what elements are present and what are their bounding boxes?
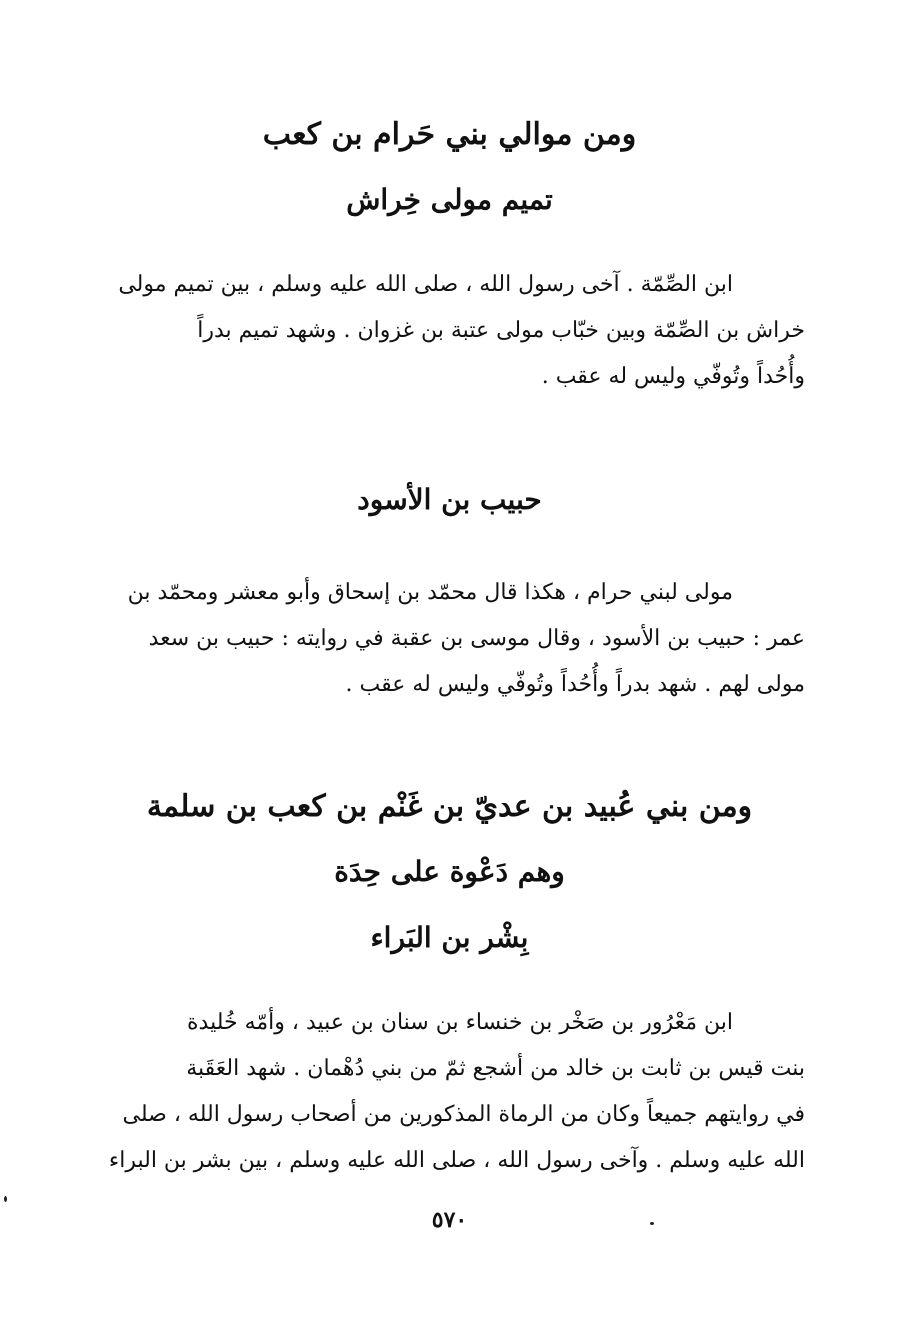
section-subheading: وهم دَعْوة على حِدَة xyxy=(334,855,565,888)
paragraph-line: الله عليه وسلم . وآخى رسول الله ، صلى الله عليه وسلم ، بين بشر بن البراء xyxy=(108,1148,805,1173)
paragraph-line: مولى لهم . شهد بدراً وأُحُداً وتُوفّي وليس له عقب . xyxy=(345,672,805,697)
entry-heading-tamim: تميم مولى خِراش xyxy=(346,183,553,216)
paragraph-line: مولى لبني حرام ، هكذا قال محمّد بن إسحاق وأبو معشر ومحمّد بن xyxy=(127,580,733,605)
entry-heading-habib: حبيب بن الأسود xyxy=(357,483,542,516)
scan-speck xyxy=(650,1222,654,1225)
paragraph-tamim xyxy=(100,262,805,400)
paragraph-line: ابن مَعْرُور بن صَخْر بن خنساء بن سنان بن عبيد ، وأمّه خُليدة xyxy=(187,1010,733,1035)
paragraph-line: بنت قيس بن ثابت بن خالد من أشجع ثمّ من بني دُهْمان . شهد العَقَبة xyxy=(186,1056,805,1081)
paragraph-line: خراش بن الصِّمّة وبين خبّاب مولى عتبة بن غزوان . وشهد تميم بدراً xyxy=(197,318,805,343)
paragraph-line: ابن الصِّمّة . آخى رسول الله ، صلى الله عليه وسلم ، بين تميم مولى xyxy=(118,272,733,297)
paragraph-line: وأُحُداً وتُوفّي وليس له عقب . xyxy=(541,364,805,389)
paragraph-line: عمر : حبيب بن الأسود ، وقال موسى بن عقبة في روايته : حبيب بن سعد xyxy=(148,626,805,651)
paragraph-line: في روايتهم جميعاً وكان من الرماة المذكورين من أصحاب رسول الله ، صلى xyxy=(122,1102,805,1127)
paragraph-habib xyxy=(100,570,805,708)
section-heading-bani-haram: ومن موالي بني حَرام بن كعب xyxy=(262,117,637,152)
paragraph-bishr xyxy=(100,1000,805,1184)
entry-heading-bishr: بِشْر بن البَراء xyxy=(370,921,529,954)
scan-speck xyxy=(4,1196,7,1202)
page-number: ٥٧٠ xyxy=(431,1207,468,1233)
section-heading-bani-ubayd: ومن بني عُبيد بن عديّ بن غَنْم بن كعب بن سلمة xyxy=(146,789,753,824)
